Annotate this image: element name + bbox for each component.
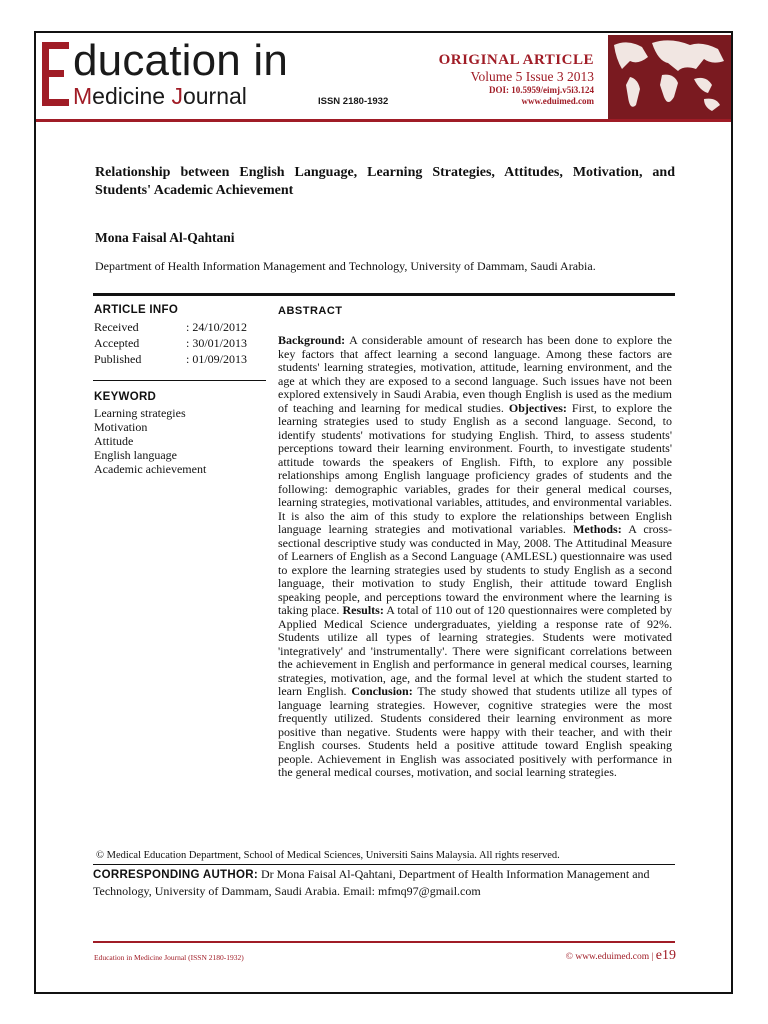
article-title: Relationship between English Language, Learning Strategies, Attitudes, Motivation, and Students' Academic Achievement [95, 165, 675, 198]
footer-rule [93, 941, 675, 943]
keyword-item: English language [94, 448, 177, 462]
conclusion-text: The study showed that students utilize all types of language learning strategies. However, cognitive strategies were the most frequently utilized. Students considered their learning environment as more positive than negative. Students were happy with their teacher, and with their English courses. Students held a positive attitude toward English speaking people. Achievement in English was associated positively with performance in the general medical courses, motivation, and social learning strategies. [278, 684, 673, 779]
world-map-image [608, 35, 731, 119]
info-row-published: Published : 01/09/2013 [94, 352, 248, 366]
article-info-heading: ARTICLE INFO [94, 304, 179, 316]
keyword-heading: KEYWORD [94, 391, 157, 403]
header-rule [36, 119, 731, 122]
copyright-notice: © Medical Education Department, School of Medical Sciences, Universiti Sains Malaysia. All rights reserved. [96, 850, 560, 861]
objectives-text: First, to explore the learning strategies used to study English as a second language. Second, to identify students' motivations for studying English. Third, to assess students' perceptions toward their learning environment. Fourth, to investigate students' attitude towards the speakers of English. Fifth, to explore any possible relationships among English language proficiency grades of students and the following: demographic variables, grades for their general medical courses, learning strategies, motivational variables, attitudes, and environmental variables. It is also the aim of this study to explore the relationships between English language learning strategies and motivational variables. [278, 400, 673, 536]
conclusion-label: Conclusion: [351, 684, 413, 698]
info-row-accepted: Accepted : 30/01/2013 [94, 336, 248, 350]
journal-url: www.eduimed.com [521, 96, 594, 106]
journal-logo-e [42, 42, 70, 106]
issn: ISSN 2180-1932 [318, 96, 389, 107]
volume-issue: Volume 5 Issue 3 2013 [470, 69, 594, 84]
copyright-divider [93, 864, 675, 865]
corresponding-author-text: Dr Mona Faisal Al-Qahtani, Department of Health Information Management and Technology, University of Dammam, Saudi Arabia. Email: mfmq97@gmail.com [93, 867, 650, 898]
author-name: Mona Faisal Al-Qahtani [95, 230, 235, 245]
abstract-heading: ABSTRACT [278, 305, 343, 317]
keyword-item: Academic achievement [94, 462, 207, 476]
author-affiliation: Department of Health Information Management and Technology, University of Dammam, Saudi Arabia. [95, 259, 596, 273]
footer-journal-name: Education in Medicine Journal (ISSN 2180-1932) [94, 953, 244, 962]
article-type: ORIGINAL ARTICLE [438, 52, 594, 68]
keyword-item: Attitude [94, 434, 134, 448]
corresponding-author [93, 867, 676, 899]
background-text: A considerable amount of research has been done to explore the key factors that affect learning a second language. Among these factors are students' learning strategies, motivation, attitude, learning environment, and the age at which they are exposed to a second language. Such issues have not been explored extensively in Saudi Arabia, even though English is used as the medium of teaching and learning for medical studies. [278, 333, 672, 415]
journal-name-line1: ducation in [73, 36, 289, 85]
footer-page-info: © www.eduimed.com | e19 [565, 948, 676, 963]
info-divider [93, 380, 266, 381]
page-number: e19 [655, 948, 676, 963]
methods-text: A cross-sectional descriptive study was conducted in May, 2008. The Attitudinal Measure of Learners of English as a Second Language (AMLESL) questionnaire was used to explore the learning strategies used by students to study English as a second language, their motivation to study English, their attitude toward English speaking people, and perceptions toward the environment where the learning is taking place. [278, 522, 673, 617]
objectives-label: Objectives: [508, 400, 567, 415]
footer-url: © www.eduimed.com [565, 952, 650, 962]
section-divider [93, 293, 675, 296]
info-row-received: Received : 24/10/2012 [94, 320, 248, 334]
keyword-item: Learning strategies [94, 406, 186, 420]
keyword-list [94, 406, 206, 476]
corresponding-author-label: CORRESPONDING AUTHOR: [93, 869, 258, 881]
keyword-item: Motivation [94, 420, 148, 434]
doi: DOI: 10.5959/eimj.v5i3.124 [489, 85, 594, 95]
results-label: Results: [342, 603, 384, 617]
abstract-body [278, 334, 672, 780]
results-text: A total of 110 out of 120 questionnaires were completed by Applied Medical Science undergraduates, yielding a response rate of 92%. Students utilize all types of learning strategies. Students were motivated 'integratively' and 'instrumentally'. There were significant correlations between the achievement in English and performance in general medical courses, learning strategies, motivation, age, and the formal level at which the student started to learn English. [278, 603, 672, 698]
methods-label: Methods: [573, 522, 622, 536]
background-label: Background: [278, 333, 346, 347]
journal-name-line2: Medicine Journal [73, 83, 247, 109]
